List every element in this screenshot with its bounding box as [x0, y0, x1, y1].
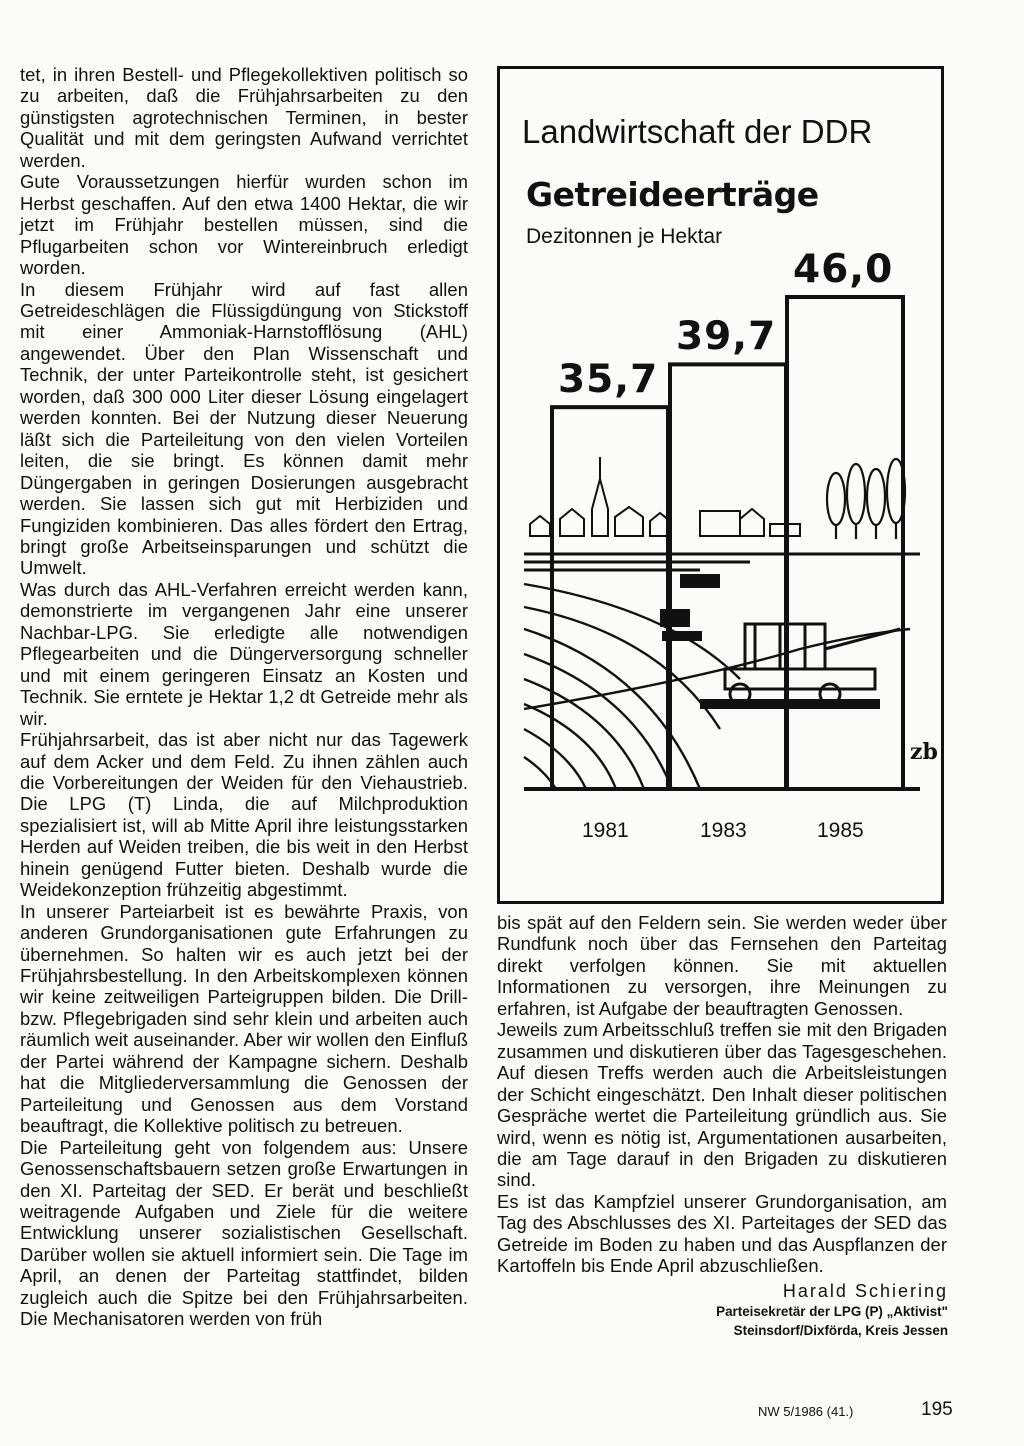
paragraph: tet, in ihren Bestell- und Pflegekollektiven politisch so zu arbeiten, daß die Frühjahrsarbeiten zu den günstigsten agrotechnischen Terminen, in bester Qualität und mit dem geringsten Aufwand verrichtet werden. — [20, 64, 468, 171]
paragraph: Was durch das AHL-Verfahren erreicht werden kann, demonstrierte im vergangenen Jahr eine unserer Nachbar-LPG. Sie erledigte alle notwendigen Pflegearbeiten und die Düngerversorgung schneller und mit einem geringeren Einsatz an Kosten und Technik. Sie erntete je Hektar 1,2 dt Getreide mehr als wir. — [20, 578, 468, 729]
paragraph: Gute Voraussetzungen hierfür wurden schon im Herbst geschaffen. Auf den etwa 1400 Hektar, die wir jetzt im Frühjahr bestellen müssen, sind die Pflugarbeiten schon vor Wintereinbruch erledigt worden. — [20, 171, 468, 279]
year-tick-label: 1981 — [582, 819, 629, 842]
year-tick-label: 1983 — [700, 819, 747, 842]
issue-reference: NW 5/1986 (41.) — [758, 1404, 854, 1419]
farm-scene-illustration — [524, 457, 920, 789]
year-tick-label: 1985 — [817, 819, 864, 842]
paragraph: Es ist das Kampfziel unserer Grundorganisation, am Tag des Abschlusses des XI. Parteitages der SED das Getreide im Boden zu haben und das Auspflanzen der Kartoffeln bis Ende April abzuschließen. — [497, 1190, 947, 1277]
author-role: Parteisekretär der LPG (P) „Aktivist" — [716, 1304, 948, 1319]
photo-agency-mark: zb — [910, 739, 938, 765]
chart-unit-label: Dezitonnen je Hektar — [526, 225, 723, 248]
article-right-column — [497, 912, 947, 1277]
article-left-column — [20, 64, 468, 1330]
grain-yield-infographic — [497, 66, 944, 904]
paragraph: In diesem Frühjahr wird auf fast allen Getreideschlägen die Flüssigdüngung von Stickstoff mit einer Ammoniak-Harnstofflösung (AHL) angewendet. Über den Plan Wissenschaft und Technik, der unter Parteikontrolle steht, ist gesichert worden, daß 300 000 Liter dieser Lösung eingelagert werden konnten. Bei der Nutzung dieser Neuerung läßt sich die Parteileitung von den vielen Vorteilen leiten, die sie bringt. Es können damit mehr Düngergaben in geringen Dosierungen ausgebracht werden. Sie lassen sich gut mit Herbiziden und Fungiziden kombinieren. Das alles fördert den Ertrag, bringt große Arbeitseinsparungen und schützt die Umwelt. — [20, 278, 468, 579]
paragraph: In unserer Parteiarbeit ist es bewährte Praxis, von anderen Grundorganisationen gute Erfahrungen zu übernehmen. So halten wir es auch jetzt bei der Frühjahrsbestellung. In den Arbeitskomplexen können wir keine zeitweiligen Parteigruppen bilden. Die Drill- bzw. Pflegebrigaden sind sehr klein und arbeiten auch räumlich weit auseinander. Aber wir wollen den Einfluß der Partei während der Kampagne sichern. Deshalb hat die Mitgliederversammlung die Genossen der Parteileitung und Genossen aus dem Vorstand beauftragt, die Kollektive politisch zu betreuen. — [20, 900, 468, 1137]
page-number: 195 — [921, 1399, 953, 1420]
paragraph: Die Parteileitung geht von folgendem aus: Unsere Genossenschaftsbauern setzen große Erwartungen in den XI. Parteitag der SED. Er berät und beschließt weitragende Aufgaben und Ziele für die weitere Entwicklung unserer sozialistischen Gesellschaft. Darüber wollen sie aktuell informiert sein. Die Tage im April, an denen der Parteitag stattfindet, bilden zugleich auch die Spitze bei den Frühjahrsarbeiten. Die Mechanisatoren werden von früh — [20, 1136, 468, 1330]
bar-value-label: 39,7 — [676, 314, 777, 360]
paragraph: Jeweils zum Arbeitsschluß treffen sie mit den Brigaden zusammen und diskutieren über das Tagesgeschehen. Auf diesen Treffs werden auch die Arbeitsleistungen der Schicht eingeschätzt. Den Inhalt dieser politischen Gespräche wertet die Parteileitung gründlich aus. Sie wird, wenn es nötig ist, Argumentationen ausarbeiten, die am Tage darauf in den Brigaden zu diskutieren sind. — [497, 1019, 947, 1191]
paragraph: bis spät auf den Feldern sein. Sie werden weder über Rundfunk noch über das Fernsehen den Parteitag direkt verfolgen können. Sie mit aktuellen Informationen zu versorgen, ihre Meinungen zu erfahren, ist Aufgabe der beauftragten Genossen. — [497, 912, 947, 1019]
chart-title: Getreideerträge — [526, 175, 819, 214]
author-place: Steinsdorf/Dixförda, Kreis Jessen — [733, 1323, 948, 1338]
bar-value-label: 35,7 — [558, 357, 659, 403]
author-name: Harald Schiering — [782, 1281, 948, 1301]
bar-value-label: 46,0 — [793, 247, 894, 292]
paragraph: Frühjahrsarbeit, das ist aber nicht nur das Tagewerk auf dem Acker und dem Feld. Zu ihnen zählen auch die Vorbereitungen der Weiden für den Viehaustrieb. Die LPG (T) Linda, die auf Milchproduktion spezialisiert ist, will ab Mitte April ihre leistungsstarken Herden auf Weiden treiben, die bis weit in den Herbst hinein genügend Futter bieten. Deshalb wurde die Weidekonzeption frühzeitig abgestimmt. — [20, 729, 468, 901]
bar-1985 — [787, 297, 903, 789]
bar-1981 — [552, 407, 668, 789]
author-signature — [600, 1280, 948, 1340]
chart-kicker: Landwirtschaft der DDR — [522, 113, 873, 150]
